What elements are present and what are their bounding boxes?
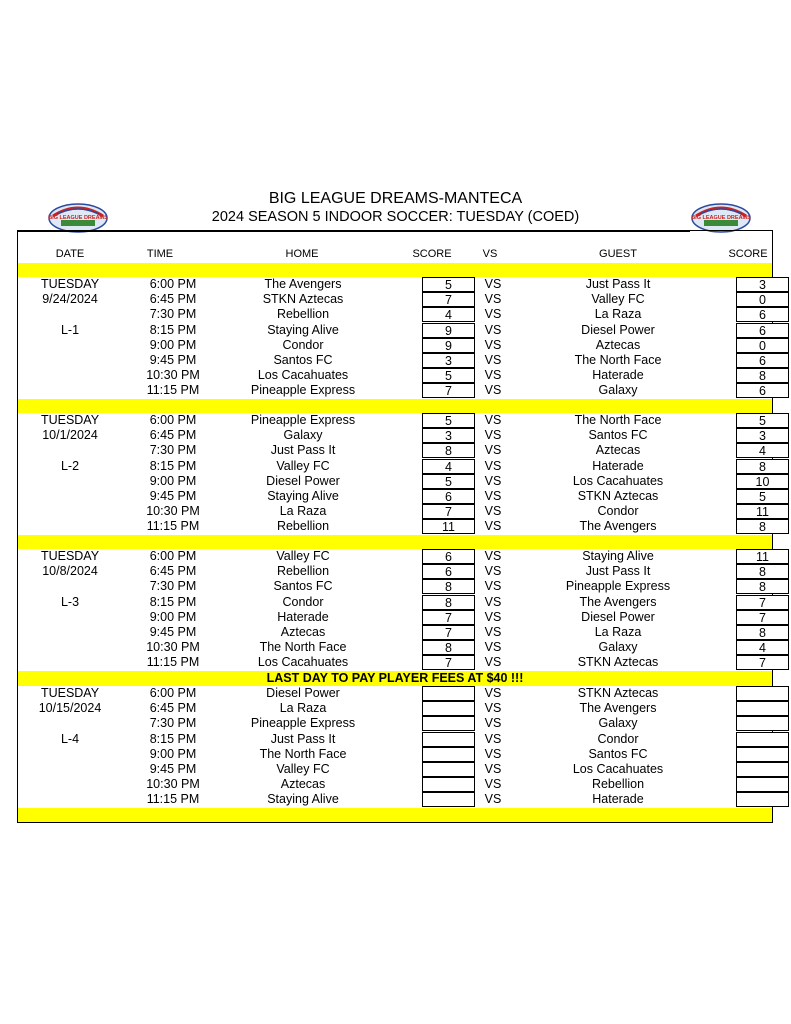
- table-row: [18, 428, 772, 443]
- home-team: Aztecas: [280, 777, 326, 792]
- guest-score-cell: 8: [736, 459, 789, 474]
- game-time: 7:30 PM: [149, 716, 197, 731]
- home-team: Valley FC: [276, 458, 330, 473]
- home-team: Galaxy: [283, 428, 323, 443]
- game-time: 10:30 PM: [146, 640, 200, 655]
- guest-team: The Avengers: [579, 519, 657, 534]
- vs-label: VS: [484, 428, 502, 443]
- vs-label: VS: [484, 322, 502, 337]
- vs-label: VS: [484, 731, 502, 746]
- table-row: [18, 353, 772, 368]
- guest-score-cell: 8: [736, 625, 789, 640]
- table-row: [18, 747, 772, 762]
- home-team: Santos FC: [273, 579, 333, 594]
- guest-score-cell: 5: [736, 413, 789, 428]
- guest-team: Diesel Power: [581, 609, 655, 624]
- home-score-cell: [422, 701, 475, 716]
- home-team: Los Cacahuates: [257, 655, 349, 670]
- table-row: [18, 595, 772, 610]
- column-header-home: HOME: [285, 248, 319, 260]
- guest-team: Condor: [597, 504, 639, 519]
- vs-label: VS: [484, 762, 502, 776]
- game-time: 9:45 PM: [149, 489, 197, 503]
- game-time: 8:15 PM: [149, 322, 197, 337]
- vs-label: VS: [484, 686, 502, 700]
- guest-score-cell: 11: [736, 504, 789, 519]
- vs-label: VS: [484, 337, 502, 352]
- home-score-cell: [422, 716, 475, 731]
- section-band: [18, 399, 772, 413]
- home-score-cell: [422, 777, 475, 792]
- home-team: Rebellion: [276, 519, 330, 534]
- vs-label: VS: [484, 413, 502, 427]
- home-team: Los Cacahuates: [257, 368, 349, 383]
- section-band: [18, 535, 772, 549]
- vs-label: VS: [484, 443, 502, 458]
- home-score-cell: 6: [422, 489, 475, 504]
- home-score-cell: 7: [422, 610, 475, 625]
- week-league: L-3: [60, 594, 80, 609]
- guest-score-cell: 4: [736, 443, 789, 458]
- guest-score-cell: [736, 747, 789, 762]
- guest-team: STKN Aztecas: [577, 489, 659, 503]
- game-time: 6:45 PM: [149, 701, 197, 716]
- game-time: 10:30 PM: [146, 368, 200, 383]
- week-date: 9/24/2024: [42, 292, 98, 307]
- week-league: L-1: [60, 322, 80, 337]
- guest-score-cell: 6: [736, 323, 789, 338]
- home-score-cell: 9: [422, 323, 475, 338]
- home-score-cell: 7: [422, 655, 475, 670]
- game-time: 6:45 PM: [149, 564, 197, 579]
- table-row: [18, 504, 772, 519]
- home-team: La Raza: [279, 701, 327, 716]
- home-score-cell: 5: [422, 413, 475, 428]
- guest-score-cell: 3: [736, 428, 789, 443]
- game-time: 8:15 PM: [149, 594, 197, 609]
- home-score-cell: [422, 747, 475, 762]
- guest-score-cell: [736, 686, 789, 701]
- table-row: [18, 307, 772, 322]
- game-time: 6:45 PM: [149, 428, 197, 443]
- game-time: 10:30 PM: [146, 777, 200, 792]
- home-team: Valley FC: [276, 549, 330, 563]
- guest-score-cell: 6: [736, 307, 789, 322]
- column-header-vs: VS: [482, 248, 498, 260]
- home-team: Staying Alive: [267, 489, 339, 503]
- guest-team: Los Cacahuates: [572, 473, 664, 488]
- game-time: 6:00 PM: [149, 277, 197, 291]
- logo-text: BIG LEAGUE DREAMS: [48, 215, 108, 221]
- table-row: [18, 640, 772, 655]
- big-league-dreams-logo-right: [690, 200, 752, 234]
- logo-text: BIG LEAGUE DREAMS: [691, 215, 751, 221]
- guest-team: Diesel Power: [581, 322, 655, 337]
- guest-score-cell: 8: [736, 579, 789, 594]
- home-score-cell: 6: [422, 549, 475, 564]
- guest-team: Staying Alive: [582, 549, 654, 563]
- week-date: 10/15/2024: [38, 701, 102, 716]
- table-row: [18, 368, 772, 383]
- home-score-cell: 11: [422, 519, 475, 534]
- guest-team: La Raza: [594, 625, 642, 639]
- home-score-cell: 7: [422, 383, 475, 398]
- table-row: [18, 292, 772, 307]
- guest-team: La Raza: [594, 307, 642, 322]
- guest-score-cell: 7: [736, 655, 789, 670]
- home-score-cell: 3: [422, 353, 475, 368]
- home-score-cell: 6: [422, 564, 475, 579]
- table-row: [18, 686, 772, 701]
- week-day: TUESDAY: [40, 413, 100, 427]
- table-row: [18, 338, 772, 353]
- home-team: Rebellion: [276, 307, 330, 322]
- column-header-date: DATE: [55, 248, 85, 260]
- home-score-cell: [422, 686, 475, 701]
- guest-score-cell: 11: [736, 549, 789, 564]
- week-league: L-4: [60, 731, 80, 746]
- guest-score-cell: [736, 701, 789, 716]
- home-team: Just Pass It: [270, 443, 336, 458]
- home-team: Diesel Power: [266, 473, 340, 488]
- table-row: [18, 519, 772, 534]
- table-row: [18, 323, 772, 338]
- column-header-guest: GUEST: [599, 248, 637, 260]
- vs-label: VS: [484, 564, 502, 579]
- vs-label: VS: [484, 277, 502, 291]
- game-time: 9:00 PM: [149, 473, 197, 488]
- guest-team: Galaxy: [598, 640, 638, 655]
- game-time: 9:00 PM: [149, 337, 197, 352]
- table-row: [18, 549, 772, 564]
- vs-label: VS: [484, 353, 502, 367]
- game-time: 9:45 PM: [149, 353, 197, 367]
- section-band: [18, 808, 772, 822]
- home-score-cell: 4: [422, 459, 475, 474]
- home-score-cell: 5: [422, 368, 475, 383]
- game-time: 10:30 PM: [146, 504, 200, 519]
- page-subtitle: 2024 SEASON 5 INDOOR SOCCER: TUESDAY (COED): [211, 209, 580, 225]
- table-row: [18, 762, 772, 777]
- table-row: [18, 459, 772, 474]
- guest-team: Galaxy: [598, 383, 638, 398]
- vs-label: VS: [484, 792, 502, 807]
- guest-score-cell: 4: [736, 640, 789, 655]
- vs-label: VS: [484, 549, 502, 563]
- guest-team: Los Cacahuates: [572, 762, 664, 776]
- vs-label: VS: [484, 716, 502, 731]
- game-time: 11:15 PM: [146, 519, 200, 534]
- home-score-cell: 3: [422, 428, 475, 443]
- home-score-cell: 8: [422, 595, 475, 610]
- table-row: [18, 610, 772, 625]
- home-team: The Avengers: [264, 277, 342, 291]
- home-score-cell: [422, 732, 475, 747]
- home-team: The North Face: [259, 746, 347, 761]
- home-team: Condor: [282, 594, 324, 609]
- page-title: BIG LEAGUE DREAMS-MANTECA: [268, 190, 523, 207]
- guest-team: Condor: [597, 731, 639, 746]
- game-time: 8:15 PM: [149, 458, 197, 473]
- table-row: [18, 489, 772, 504]
- game-time: 9:45 PM: [149, 762, 197, 776]
- table-row: [18, 701, 772, 716]
- home-score-cell: [422, 762, 475, 777]
- game-time: 6:45 PM: [149, 292, 197, 307]
- guest-team: Aztecas: [595, 337, 641, 352]
- guest-score-cell: [736, 792, 789, 807]
- vs-label: VS: [484, 504, 502, 519]
- game-time: 7:30 PM: [149, 307, 197, 322]
- guest-score-cell: 7: [736, 610, 789, 625]
- guest-score-cell: 0: [736, 338, 789, 353]
- home-score-cell: 4: [422, 307, 475, 322]
- guest-score-cell: 8: [736, 564, 789, 579]
- home-team: Diesel Power: [266, 686, 340, 700]
- game-time: 11:15 PM: [146, 655, 200, 670]
- game-time: 6:00 PM: [149, 413, 197, 427]
- guest-team: Santos FC: [588, 746, 648, 761]
- game-time: 11:15 PM: [146, 383, 200, 398]
- vs-label: VS: [484, 640, 502, 655]
- home-score-cell: [422, 792, 475, 807]
- vs-label: VS: [484, 489, 502, 503]
- home-score-cell: 7: [422, 625, 475, 640]
- guest-team: The North Face: [574, 353, 662, 367]
- game-time: 7:30 PM: [149, 579, 197, 594]
- home-score-cell: 7: [422, 292, 475, 307]
- guest-team: Rebellion: [591, 777, 645, 792]
- vs-label: VS: [484, 594, 502, 609]
- week-day: TUESDAY: [40, 549, 100, 563]
- home-team: Staying Alive: [267, 792, 339, 807]
- guest-score-cell: 10: [736, 474, 789, 489]
- home-team: Pineapple Express: [250, 716, 356, 731]
- home-score-cell: 5: [422, 474, 475, 489]
- home-team: Santos FC: [273, 353, 333, 367]
- table-row: [18, 277, 772, 292]
- guest-team: Just Pass It: [585, 277, 651, 291]
- game-time: 9:00 PM: [149, 609, 197, 624]
- guest-team: Aztecas: [595, 443, 641, 458]
- vs-label: VS: [484, 307, 502, 322]
- vs-label: VS: [484, 609, 502, 624]
- week-date: 10/8/2024: [42, 564, 98, 579]
- guest-team: Haterade: [592, 368, 644, 383]
- table-row: [18, 383, 772, 398]
- guest-score-cell: 0: [736, 292, 789, 307]
- table-row: [18, 655, 772, 670]
- home-team: Haterade: [277, 609, 329, 624]
- guest-score-cell: 6: [736, 353, 789, 368]
- guest-team: Haterade: [592, 458, 644, 473]
- table-row: [18, 474, 772, 489]
- guest-team: Pineapple Express: [565, 579, 671, 594]
- guest-score-cell: 8: [736, 368, 789, 383]
- game-time: 9:45 PM: [149, 625, 197, 639]
- home-score-cell: 7: [422, 504, 475, 519]
- guest-team: The Avengers: [579, 701, 657, 716]
- game-time: 9:00 PM: [149, 746, 197, 761]
- guest-team: Valley FC: [591, 292, 645, 307]
- guest-team: Haterade: [592, 792, 644, 807]
- week-day: TUESDAY: [40, 277, 100, 291]
- vs-label: VS: [484, 701, 502, 716]
- home-score-cell: 8: [422, 579, 475, 594]
- table-row: [18, 777, 772, 792]
- guest-score-cell: 5: [736, 489, 789, 504]
- guest-team: Santos FC: [588, 428, 648, 443]
- vs-label: VS: [484, 292, 502, 307]
- column-header-guest-score: SCORE: [728, 248, 768, 260]
- vs-label: VS: [484, 579, 502, 594]
- guest-score-cell: [736, 762, 789, 777]
- game-time: 11:15 PM: [146, 792, 200, 807]
- guest-score-cell: [736, 716, 789, 731]
- guest-team: Galaxy: [598, 716, 638, 731]
- table-row: [18, 579, 772, 594]
- vs-label: VS: [484, 383, 502, 398]
- guest-score-cell: 8: [736, 519, 789, 534]
- home-score-cell: 5: [422, 277, 475, 292]
- guest-score-cell: [736, 777, 789, 792]
- guest-team: The Avengers: [579, 594, 657, 609]
- vs-label: VS: [484, 473, 502, 488]
- game-time: 8:15 PM: [149, 731, 197, 746]
- big-league-dreams-logo-left: [47, 200, 109, 234]
- table-row: [18, 564, 772, 579]
- vs-label: VS: [484, 625, 502, 639]
- home-team: Pineapple Express: [250, 413, 356, 427]
- home-score-cell: 9: [422, 338, 475, 353]
- game-time: 7:30 PM: [149, 443, 197, 458]
- column-header-time: TIME: [146, 248, 174, 260]
- home-score-cell: 8: [422, 443, 475, 458]
- vs-label: VS: [484, 655, 502, 670]
- home-team: Staying Alive: [267, 322, 339, 337]
- guest-team: Just Pass It: [585, 564, 651, 579]
- table-row: [18, 413, 772, 428]
- table-top-rule: [17, 230, 690, 232]
- week-date: 10/1/2024: [42, 428, 98, 443]
- home-team: Just Pass It: [270, 731, 336, 746]
- home-team: La Raza: [279, 504, 327, 519]
- guest-score-cell: 6: [736, 383, 789, 398]
- table-row: [18, 792, 772, 807]
- vs-label: VS: [484, 777, 502, 792]
- table-row: [18, 625, 772, 640]
- guest-score-cell: 7: [736, 595, 789, 610]
- home-team: STKN Aztecas: [262, 292, 344, 307]
- table-row: [18, 732, 772, 747]
- week-league: L-2: [60, 458, 80, 473]
- guest-team: The North Face: [574, 413, 662, 427]
- guest-score-cell: 3: [736, 277, 789, 292]
- column-header-home-score: SCORE: [412, 248, 452, 260]
- section-band: [18, 263, 772, 277]
- game-time: 6:00 PM: [149, 549, 197, 563]
- home-team: Valley FC: [276, 762, 330, 776]
- vs-label: VS: [484, 519, 502, 534]
- game-time: 6:00 PM: [149, 686, 197, 700]
- home-team: The North Face: [259, 640, 347, 655]
- home-team: Condor: [282, 337, 324, 352]
- guest-team: STKN Aztecas: [577, 655, 659, 670]
- vs-label: VS: [484, 368, 502, 383]
- table-row: [18, 443, 772, 458]
- guest-score-cell: [736, 732, 789, 747]
- player-fees-notice: LAST DAY TO PAY PLAYER FEES AT $40 !!!: [18, 671, 772, 686]
- home-team: Aztecas: [280, 625, 326, 639]
- home-team: Pineapple Express: [250, 383, 356, 398]
- guest-team: STKN Aztecas: [577, 686, 659, 700]
- vs-label: VS: [484, 458, 502, 473]
- home-score-cell: 8: [422, 640, 475, 655]
- home-team: Rebellion: [276, 564, 330, 579]
- table-row: [18, 716, 772, 731]
- vs-label: VS: [484, 746, 502, 761]
- week-day: TUESDAY: [40, 686, 100, 700]
